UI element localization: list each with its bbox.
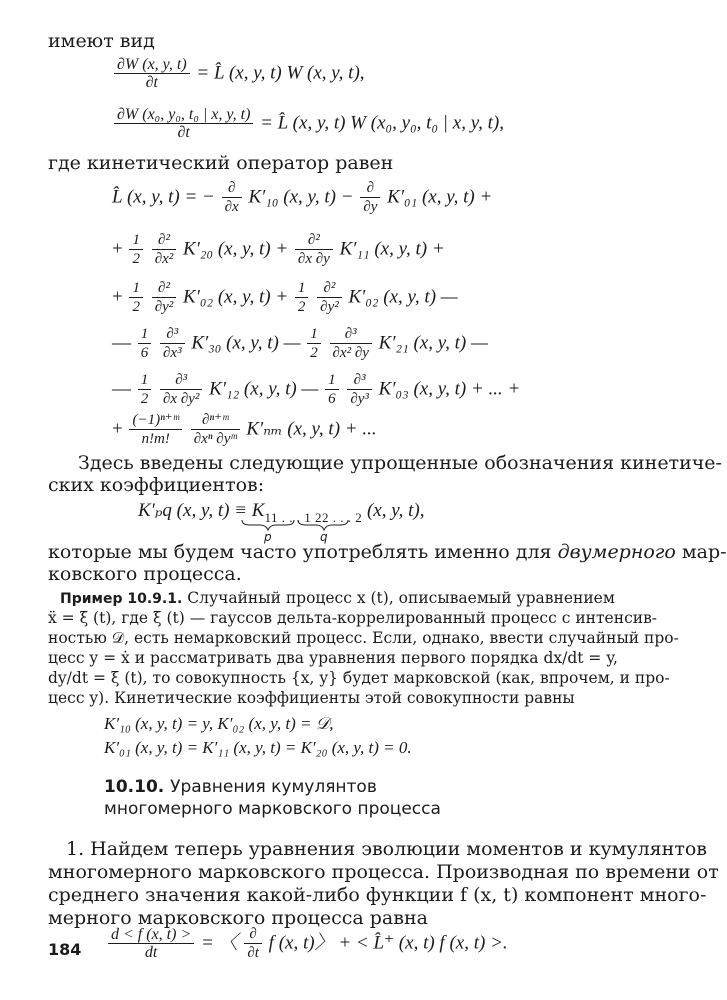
frac-den: 2 <box>307 343 321 362</box>
operator-line-4: — $\frac{1}{6}$ $\frac{\text{∂³}}{\text{∂x³}}$ K′₃₀ (x, y, t) — $\frac{1}{2}$ $\frac{\text{∂³}}{\text{∂x² ∂y}}$ K′₂₁ (x, y, t) — <box>112 326 488 361</box>
term-knm: K′ₙₘ (x, y, t) + ... <box>246 418 377 440</box>
frac-den: ∂y² <box>317 297 342 316</box>
term-k11: K′₁₁ (x, y, t) + <box>339 238 445 260</box>
brace-label-p: p <box>264 530 272 544</box>
term-k02-second: K′₀₂ (x, y, t) — <box>348 286 458 308</box>
frac-den: 2 <box>295 297 309 316</box>
operator-line-6: + $\frac{\text{(−1)ⁿ⁺ᵐ}}{n!m!}$ $\frac{\text{∂ⁿ⁺ᵐ}}{\text{∂xⁿ ∂yᵐ}}$ K′ₙₘ (x, y, t) + ... <box>112 412 377 447</box>
frac-den: ∂t <box>244 943 262 962</box>
frac-num: ∂ <box>366 180 375 196</box>
example-line-2: ẍ = ξ (t), где ξ (t) — гауссов дельта-коррелированный процесс с интенсив- <box>48 609 658 627</box>
example-text: Случайный процесс x (t), описываемый уравнением <box>187 589 615 607</box>
term-k12: K′₁₂ (x, y, t) — <box>209 378 319 400</box>
frac-den: ∂x² <box>152 249 177 268</box>
usage-emphasis: двумерного <box>557 541 676 563</box>
operator-line-3: + $\frac{1}{2}$ $\frac{\text{∂²}}{\text{∂y²}}$ K′₀₂ (x, y, t) + $\frac{1}{2}$ $\frac{\text{∂²}}{\text{∂y²}}$ K′₀₂ (x, y, t) — <box>112 280 458 315</box>
notation-lhs: K′ₚq (x, y, t) ≡ K <box>138 500 265 521</box>
frac-den: ∂x ∂y² <box>160 389 202 408</box>
frac-den: n!m! <box>129 429 182 448</box>
section-heading <box>104 776 377 799</box>
notation-text-2: ских коэффициентов: <box>48 474 265 496</box>
term-k02: K′₀₂ (x, y, t) + <box>183 286 289 308</box>
example-label: Пример 10.9.1. <box>60 591 183 607</box>
example-line-5: dy/dt = ξ (t), то совокупность {x, y} будет марковской (как, впрочем, и про- <box>48 669 670 687</box>
frac-num: ∂³ <box>175 372 188 388</box>
frac-num: ∂³ <box>344 326 357 342</box>
frac-den: 2 <box>129 297 143 316</box>
frac-num: 1 <box>140 326 149 342</box>
frac-num: ∂² <box>158 232 170 248</box>
frac-den: ∂y³ <box>347 389 372 408</box>
frac-den: ∂y² <box>152 297 177 316</box>
frac-num: ∂² <box>323 280 336 296</box>
term-k30: K′₃₀ (x, y, t) — <box>191 332 301 354</box>
operator-line-2: + $\frac{1}{2}$ $\frac{\text{∂²}}{\text{∂x²}}$ K′₂₀ (x, y, t) + $\frac{\text{∂²}}{\partial x \partial y}$ K′₁₁ (x, y, t) + <box>112 232 445 267</box>
term-k01: K′₀₁ (x, y, t) + <box>387 186 493 208</box>
frac-num: (−1)ⁿ⁺ᵐ <box>132 412 179 428</box>
frac-den: ∂x³ <box>160 343 185 362</box>
underbraces <box>240 518 350 532</box>
usage-text-end: мар- <box>681 541 727 563</box>
final-rhs: f (x, t)〉 + < L̂⁺ (x, t) f (x, t) >. <box>268 932 508 954</box>
notation-subscript: 11 . . . 1 22 . . . 2 <box>264 510 363 525</box>
usage-text: которые мы будем часто употреблять именно для <box>48 541 552 563</box>
frac-den: ∂xⁿ ∂yᵐ <box>191 429 240 448</box>
operator-line-1 <box>112 180 492 216</box>
frac-den: 2 <box>129 249 143 268</box>
section-title-line-1: Уравнения кумулянтов <box>170 777 377 797</box>
frac-num: 1 <box>132 280 140 296</box>
intro-text: имеют вид <box>48 30 155 52</box>
term-k20: K′₂₀ (x, y, t) + <box>183 238 289 260</box>
term-k03: K′₀₃ (x, y, t) + ... + <box>378 378 521 400</box>
frac-den: ∂x ∂y <box>295 249 333 268</box>
example-equation-2: K′₀₁ (x, y, t) = K′₁₁ (x, y, t) = K′₂₀ (x, y, t) = 0. <box>104 738 412 757</box>
term-k21: K′₂₁ (x, y, t) — <box>378 332 488 354</box>
example-line-3: ностью 𝒟, есть немарковский процесс. Если, однако, ввести случайный про- <box>48 629 679 647</box>
eq2-numerator: ∂W (x₀, y₀, t₀ | x, y, t) <box>117 106 251 123</box>
final-numerator: d < f (x, t) > <box>111 926 192 943</box>
equation-transition <box>112 106 504 142</box>
frac-num: ∂² <box>307 232 320 248</box>
frac-den: ∂x <box>222 197 242 216</box>
frac-num: 1 <box>310 326 318 342</box>
paragraph-line-3: среднего значения какой-либо функции f (x, t) компонент много- <box>48 884 707 906</box>
frac-num: ∂³ <box>353 372 366 388</box>
frac-num: 1 <box>328 372 336 388</box>
operator-line-5: — $\frac{1}{2}$ $\frac{\text{∂³}}{\text{∂x ∂y²}}$ K′₁₂ (x, y, t) — $\frac{1}{6}$ $\frac{\text{∂³}}{\text{∂y³}}$ K′₀₃ (x, y, t) + ... + <box>112 372 521 407</box>
frac-num: ∂³ <box>166 326 179 342</box>
usage-line-2: ковского процесса. <box>48 563 242 585</box>
example-line-6: цесс y). Кинетические коэффициенты этой совокупности равны <box>48 689 575 707</box>
frac-num: ∂² <box>158 280 170 296</box>
eq1-numerator: ∂W (x, y, t) <box>117 56 187 73</box>
paragraph-line-2: многомерного марковского процесса. Производная по времени от <box>48 861 719 883</box>
frac-den: 2 <box>138 389 152 408</box>
frac-den: ∂x² ∂y <box>330 343 372 362</box>
example-line-4: цесс y = ẋ и рассматривать два уравнения первого порядка dx/dt = y, <box>48 649 618 667</box>
page-number: 184 <box>48 940 82 959</box>
brace-label-q: q <box>320 530 328 544</box>
frac-num: ∂ <box>227 180 236 196</box>
frac-num: ∂ⁿ⁺ᵐ <box>202 412 229 428</box>
final-rhs-open: = 〈 <box>201 932 238 954</box>
example-equation-1: K′₁₀ (x, y, t) = y, K′₀₂ (x, y, t) = 𝒟, <box>104 714 334 733</box>
frac-num: 1 <box>140 372 149 388</box>
paragraph-line-4: мерного марковского процесса равна <box>48 907 428 929</box>
section-number: 10.10. <box>104 777 165 797</box>
eq2-rhs: = L̂ (x, y, t) W (x₀, y₀, t₀ | x, y, t), <box>260 112 504 134</box>
kinetic-operator-text: где кинетический оператор равен <box>48 152 394 174</box>
eq1-rhs: = L̂ (x, y, t) W (x, y, t), <box>196 62 365 84</box>
operator-lhs: L̂ (x, y, t) = − <box>112 186 215 208</box>
frac-num: 1 <box>132 232 140 248</box>
equation-fpe <box>112 56 365 92</box>
frac-num: 1 <box>297 280 306 296</box>
notation-text-1: Здесь введены следующие упрощенные обозначения кинетиче- <box>78 452 722 474</box>
frac-den: ∂y <box>360 197 380 216</box>
final-equation <box>106 926 508 962</box>
frac-den: 6 <box>325 389 339 408</box>
notation-rhs: (x, y, t), <box>366 500 425 521</box>
section-title-line-2: многомерного марковского процесса <box>104 799 441 819</box>
eq2-denominator: ∂t <box>114 123 253 142</box>
final-denominator: dt <box>108 943 194 962</box>
frac-den: 6 <box>138 343 152 362</box>
usage-line-1 <box>48 541 727 563</box>
frac-num: ∂ <box>249 926 257 942</box>
example-line-1 <box>60 589 615 608</box>
paragraph-line-1: 1. Найдем теперь уравнения эволюции моментов и кумулянтов <box>66 838 707 860</box>
eq1-denominator: ∂t <box>114 73 190 92</box>
term-k10: K′₁₀ (x, y, t) − <box>248 186 354 208</box>
